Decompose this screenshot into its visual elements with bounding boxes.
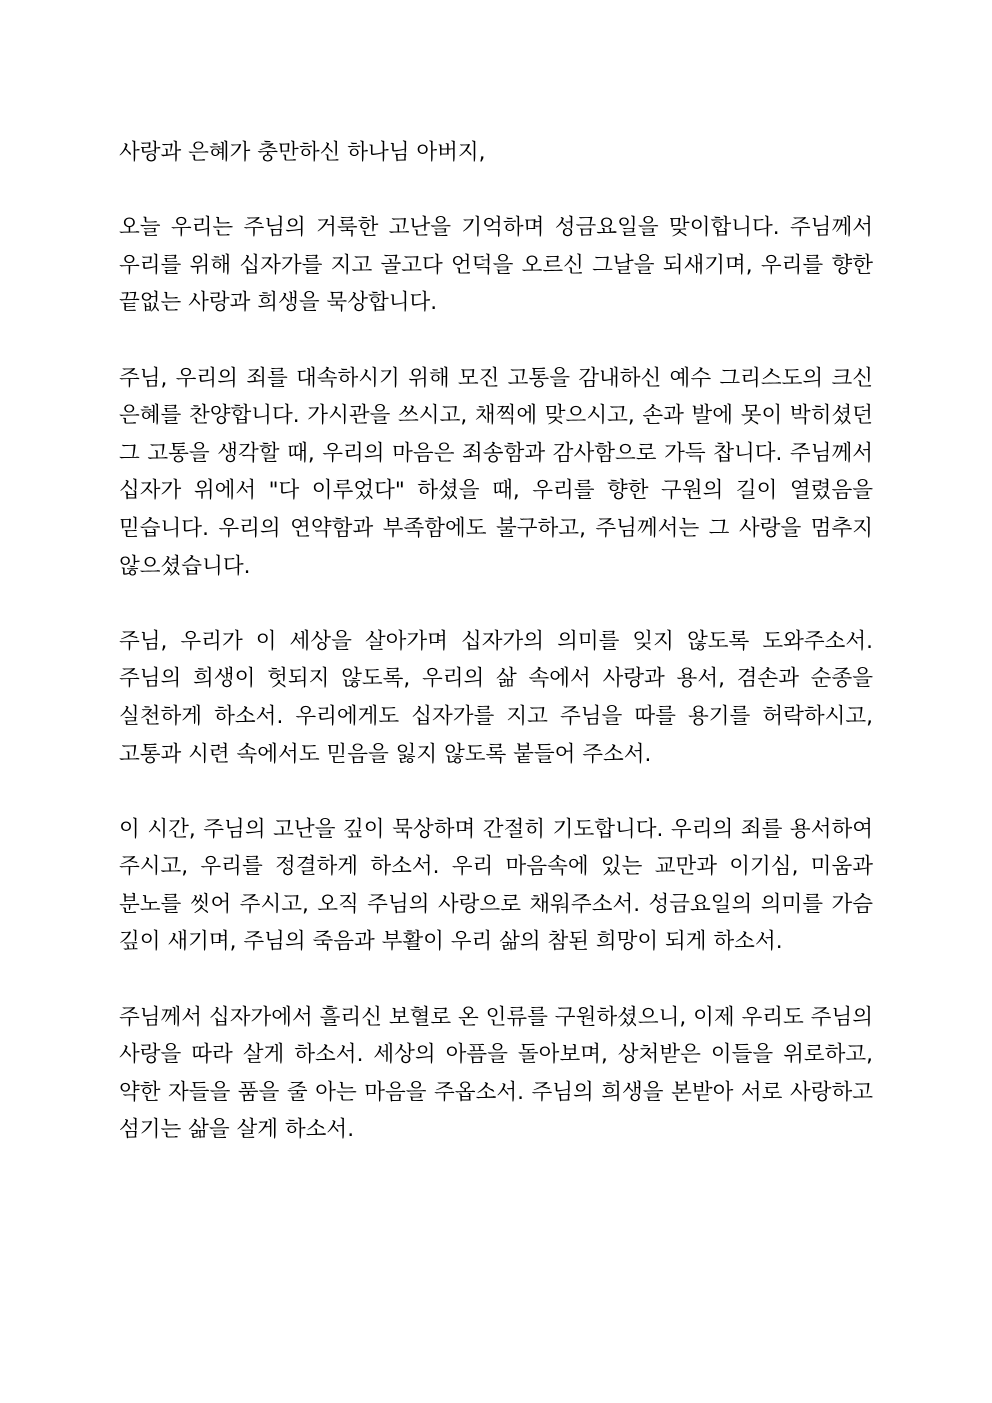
paragraph-5: 주님께서 십자가에서 흘리신 보혈로 온 인류를 구원하셨으니, 이제 우리도 주님의 사랑을 따라 살게 하소서. 세상의 아픔을 돌아보며, 상처받은 이들을 위로하고, 약한 자들을 품을 줄 아는 마음을 주옵소서. 주님의 희생을 본받아 서로 사랑하고 섬기는 삶을 살게 하소서. bbox=[119, 1004, 873, 1143]
paragraph-4: 이 시간, 주님의 고난을 깊이 묵상하며 간절히 기도합니다. 우리의 죄를 용서하여 주시고, 우리를 정결하게 하소서. 우리 마음속에 있는 교만과 이기심, 미움과 분노를 씻어 주시고, 오직 주님의 사랑으로 채워주소서. 성금요일의 의미를 가슴 깊이 새기며, 주님의 죽음과 부활이 우리 삶의 참된 희망이 되게 하소서. bbox=[119, 816, 873, 955]
prayer-text bbox=[119, 134, 873, 1187]
greeting-line: 사랑과 은혜가 충만하신 하나님 아버지, bbox=[119, 140, 486, 165]
paragraph-1: 오늘 우리는 주님의 거룩한 고난을 기억하며 성금요일을 맞이합니다. 주님께서 우리를 위해 십자가를 지고 골고다 언덕을 오르신 그날을 되새기며, 우리를 향한 끝없는 사랑과 희생을 묵상합니다. bbox=[119, 215, 873, 316]
paragraph-3: 주님, 우리가 이 세상을 살아가며 십자가의 의미를 잊지 않도록 도와주소서. 주님의 희생이 헛되지 않도록, 우리의 삶 속에서 사랑과 용서, 겸손과 순종을 실천하게 하소서. 우리에게도 십자가를 지고 주님을 따를 용기를 허락하시고, 고통과 시련 속에서도 믿음을 잃지 않도록 붙들어 주소서. bbox=[119, 628, 873, 767]
paragraph-2: 주님, 우리의 죄를 대속하시기 위해 모진 고통을 감내하신 예수 그리스도의 크신 은혜를 찬양합니다. 가시관을 쓰시고, 채찍에 맞으시고, 손과 발에 못이 박히셨던 그 고통을 생각할 때, 우리의 마음은 죄송함과 감사함으로 가득 찹니다. 주님께서 십자가 위에서 "다 이루었다" 하셨을 때, 우리를 향한 구원의 길이 열렸음을 믿습니다. 우리의 연약함과 부족함에도 불구하고, 주님께서는 그 사랑을 멈추지 않으셨습니다. bbox=[119, 365, 873, 579]
